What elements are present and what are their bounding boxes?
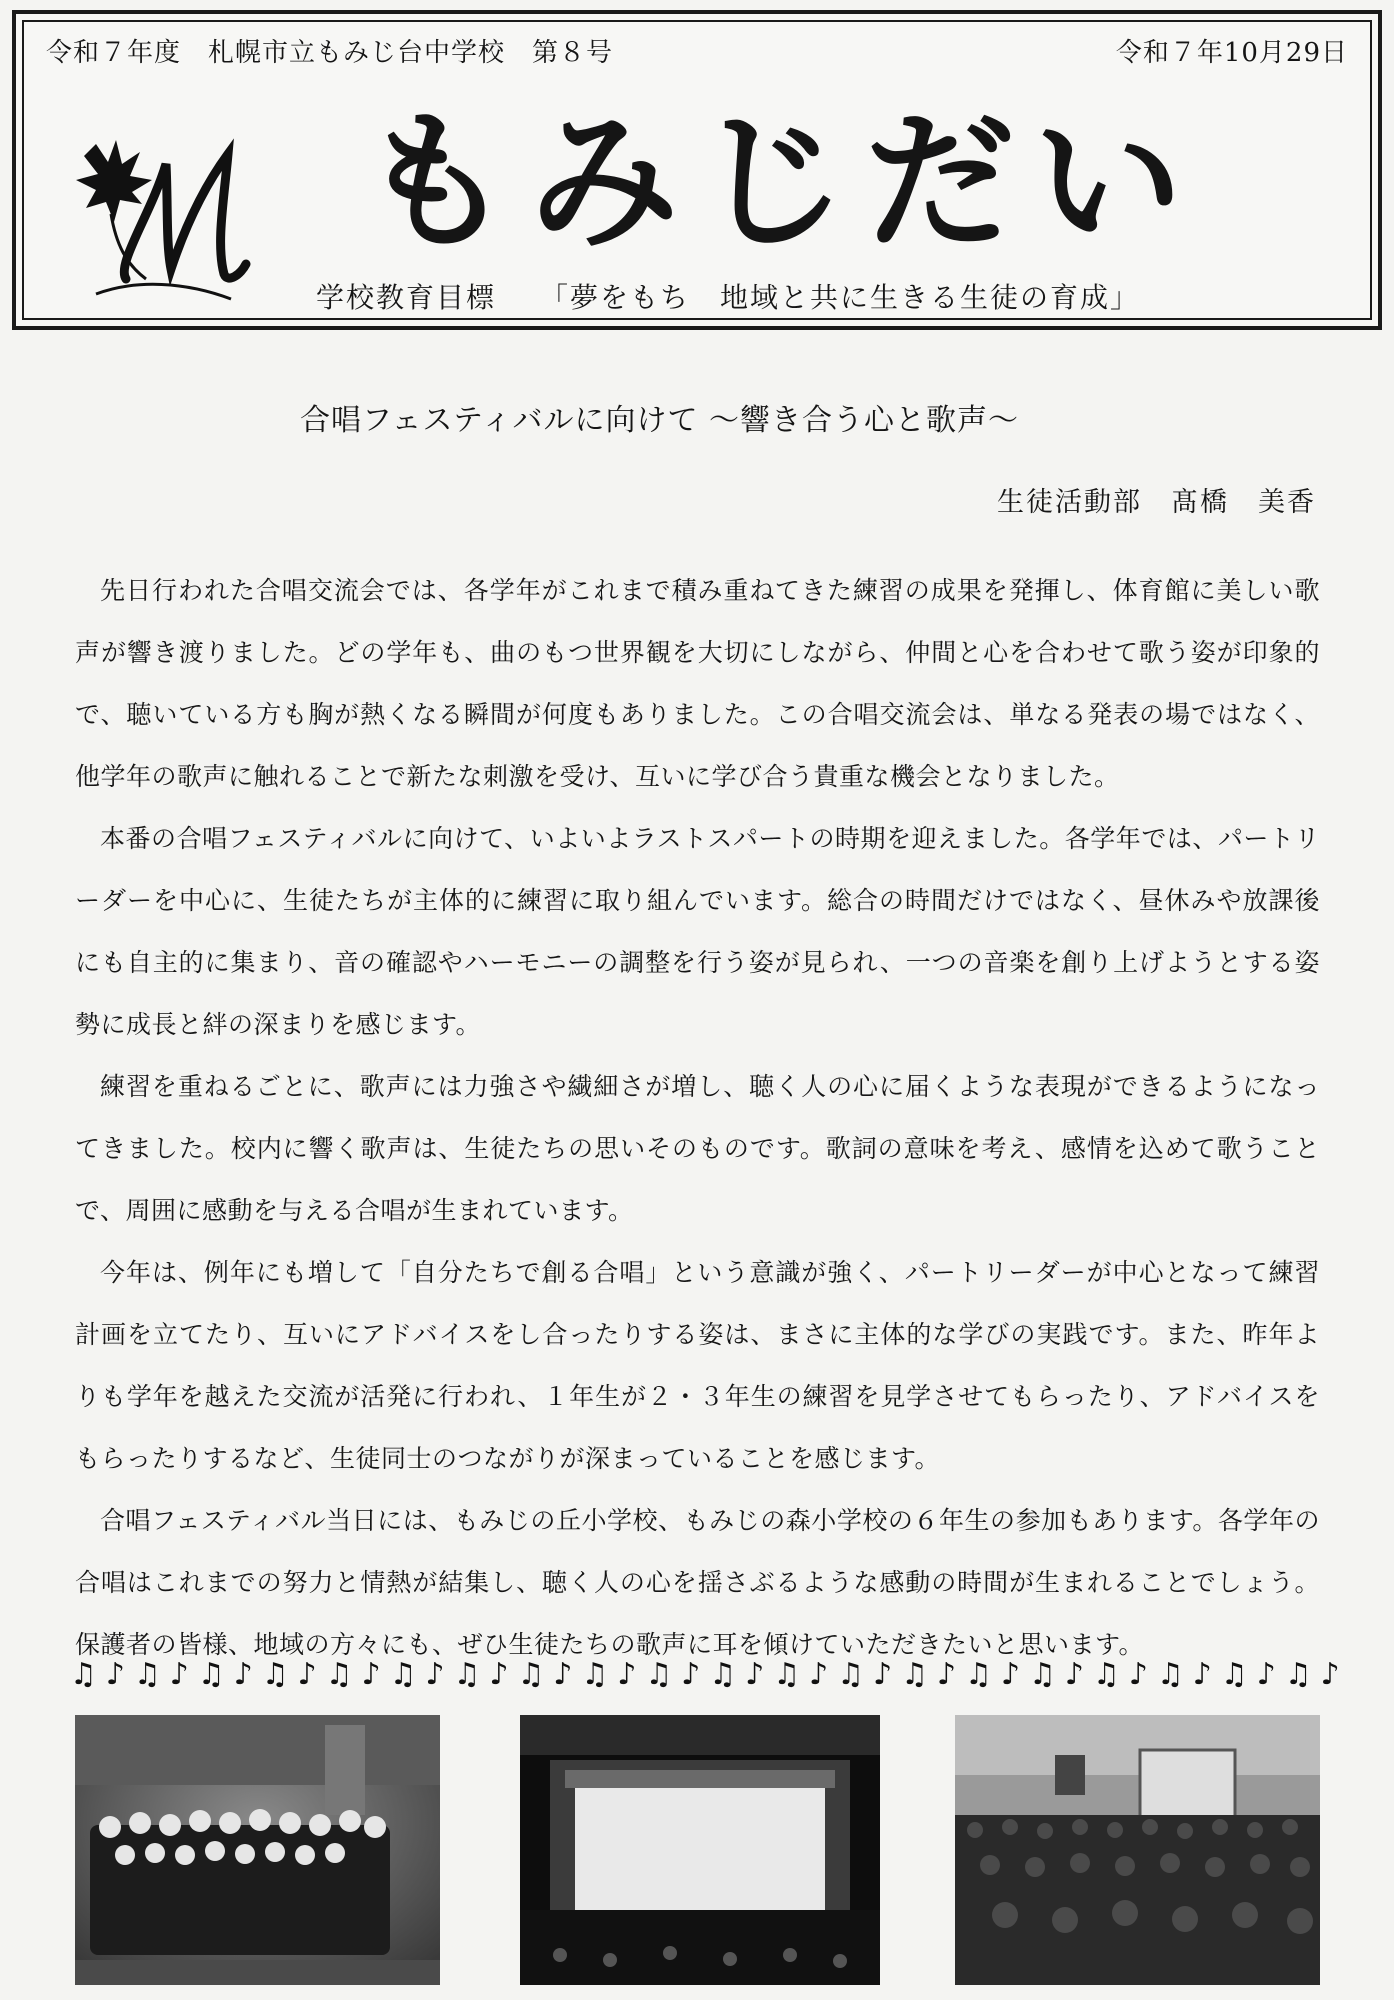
music-note-icon: ♫ bbox=[1284, 1657, 1312, 1692]
photo-choir-group bbox=[75, 1715, 440, 1985]
article-author: 生徒活動部 髙橋 美香 bbox=[997, 487, 1316, 518]
music-note-icon: ♫ bbox=[773, 1657, 801, 1692]
music-note-icon: ♫ bbox=[837, 1657, 865, 1692]
music-note-icon: ♪ bbox=[617, 1657, 637, 1692]
school-goal bbox=[316, 276, 1140, 316]
music-note-icon: ♪ bbox=[745, 1657, 765, 1692]
article-paragraph: 練習を重ねるごとに、歌声には力強さや繊細さが増し、聴く人の心に届くような表現ができるようになってきました。校内に響く歌声は、生徒たちの思いそのものです。歌詞の意味を考え、感情を込めて歌うことで、周囲に感動を与える合唱が生まれています。 bbox=[75, 1072, 1320, 1225]
music-note-icon: ♪ bbox=[1064, 1657, 1085, 1692]
article-body bbox=[75, 560, 1320, 1676]
music-note-icon: ♫ bbox=[261, 1657, 289, 1692]
article-title: 合唱フェスティバルに向けて ～響き合う心と歌声～ bbox=[300, 403, 1020, 438]
music-note-divider bbox=[70, 1655, 1340, 1695]
article-paragraph: 本番の合唱フェスティバルに向けて、いよいよラストスパートの時期を迎えました。各学年では、パートリーダーを中心に、生徒たちが主体的に練習に取り組んでいます。総合の時間だけではなく、昼休みや放課後にも自主的に集まり、音の確認やハーモニーの調整を行う姿が見られ、一つの音楽を創り上げようとする姿勢に成長と絆の深まりを感じます。 bbox=[75, 824, 1320, 1039]
music-note-icon: ♪ bbox=[105, 1657, 125, 1692]
music-note-icon: ♫ bbox=[70, 1657, 97, 1692]
music-note-icon: ♫ bbox=[517, 1657, 545, 1692]
article-paragraph: 先日行われた合唱交流会では、各学年がこれまで積み重ねてきた練習の成果を発揮し、体育館に美しい歌声が響き渡りました。どの学年も、曲のもつ世界観を大切にしながら、仲間と心を合わせて歌う姿が印象的で、聴いている方も胸が熱くなる瞬間が何度もありました。この合唱交流会は、単なる発表の場ではなく、他学年の歌声に触れることで新たな刺激を受け、互いに学び合う貴重な機会となりました。 bbox=[75, 576, 1320, 791]
music-note-icon: ♪ bbox=[1128, 1657, 1148, 1692]
music-note-icon: ♪ bbox=[169, 1657, 189, 1692]
music-note-icon: ♪ bbox=[681, 1657, 701, 1692]
newsletter-title: もみじだい bbox=[361, 94, 1202, 270]
music-note-icon: ♪ bbox=[809, 1657, 829, 1692]
music-note-icon: ♪ bbox=[1000, 1657, 1021, 1692]
music-note-icon: ♫ bbox=[965, 1657, 993, 1692]
music-note-icon: ♫ bbox=[1220, 1657, 1248, 1692]
music-note-icon: ♪ bbox=[937, 1657, 957, 1692]
issue-info: 令和７年度 札幌市立もみじ台中学校 第８号 bbox=[46, 38, 614, 68]
article-paragraph: 合唱フェスティバル当日には、もみじの丘小学校、もみじの森小学校の６年生の参加もあります。各学年の合唱はこれまでの努力と情熱が結集し、聴く人の心を揺さぶるような感動の時間が生まれることでしょう。保護者の皆様、地域の方々にも、ぜひ生徒たちの歌声に耳を傾けていただきたいと思います。 bbox=[75, 1506, 1320, 1659]
photo-audience-hall bbox=[955, 1715, 1320, 1985]
music-note-icon: ♫ bbox=[325, 1657, 353, 1692]
music-note-icon: ♫ bbox=[453, 1657, 481, 1692]
music-note-icon: ♫ bbox=[1093, 1657, 1120, 1692]
maple-leaf-logo-icon bbox=[56, 104, 256, 314]
music-note-icon: ♪ bbox=[873, 1657, 893, 1692]
music-note-icon: ♫ bbox=[709, 1657, 737, 1692]
music-note-icon: ♫ bbox=[1029, 1657, 1056, 1692]
school-goal-label: 学校教育目標 bbox=[316, 281, 497, 314]
photo-gym-stage bbox=[520, 1715, 880, 1985]
music-note-icon: ♫ bbox=[901, 1657, 929, 1692]
music-note-icon: ♫ bbox=[133, 1657, 161, 1692]
music-note-icon: ♫ bbox=[581, 1657, 609, 1692]
music-note-icon: ♫ bbox=[389, 1657, 417, 1692]
music-note-icon: ♪ bbox=[361, 1657, 381, 1692]
article-paragraph: 今年は、例年にも増して「自分たちで創る合唱」という意識が強く、パートリーダーが中心となって練習計画を立てたり、互いにアドバイスをし合ったりする姿は、まさに主体的な学びの実践です。また、昨年よりも学年を越えた交流が活発に行われ、１年生が２・３年生の練習を見学させてもらったり、アドバイスをもらったりするなど、生徒同士のつながりが深まっていることを感じます。 bbox=[75, 1258, 1320, 1473]
music-note-icon: ♪ bbox=[1320, 1657, 1340, 1692]
school-goal-text: 「夢をもち 地域と共に生きる生徒の育成」 bbox=[540, 281, 1141, 314]
music-note-icon: ♪ bbox=[233, 1657, 253, 1692]
issue-date: 令和７年10月29日 bbox=[1115, 38, 1348, 68]
masthead bbox=[12, 10, 1382, 330]
music-note-icon: ♪ bbox=[1192, 1657, 1212, 1692]
music-note-icon: ♫ bbox=[645, 1657, 673, 1692]
music-note-icon: ♫ bbox=[1156, 1657, 1184, 1692]
music-note-icon: ♪ bbox=[489, 1657, 509, 1692]
music-note-icon: ♪ bbox=[1256, 1657, 1276, 1692]
music-note-icon: ♪ bbox=[297, 1657, 317, 1692]
music-note-icon: ♪ bbox=[425, 1657, 445, 1692]
music-note-icon: ♪ bbox=[553, 1657, 573, 1692]
music-note-icon: ♫ bbox=[197, 1657, 225, 1692]
